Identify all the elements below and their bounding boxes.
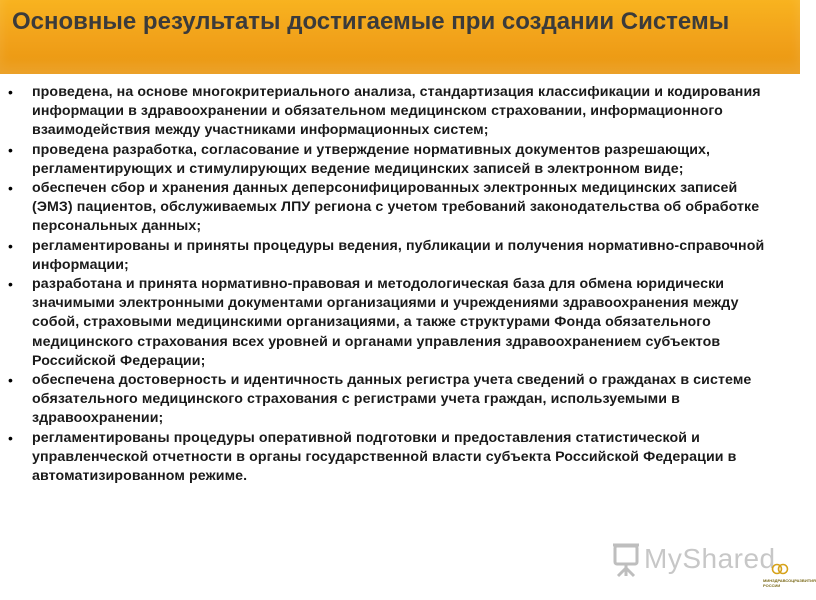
bullet-text: проведена разработка, согласование и утверждение нормативных документов разрешающих, регламентирующих и стимулирующих ведение медицинских записей в электронном виде; [32,141,711,177]
bullet-text: обеспечена достоверность и идентичность данных регистра учета сведений о гражданах в системе обязательного медицинского страхования с регистрами учета граждан, используемыми в здравоохранении; [32,372,752,427]
bullet-icon: • [8,84,13,100]
bullet-item [0,179,800,237]
bullet-item [0,429,800,487]
bullet-text: регламентированы и приняты процедуры ведения, публикации и получения нормативно-справочной информации; [32,237,765,273]
slide-title: Основные результаты достигаемые при создании Системы [12,8,730,35]
title-bar [0,0,800,76]
bullet-item [0,371,800,429]
presentation-board-icon [612,543,640,579]
bullet-icon: • [8,141,13,158]
bullet-text: обеспечен сбор и хранения данных деперсонифицированных электронных медицинских записей (ЭМЗ) пациентов, обслуживаемых ЛПУ региона с учетом требований законодательства об обработке персональных данных; [32,180,760,235]
bullet-item [0,237,800,275]
ministry-logo [763,562,816,598]
bullet-text: регламентированы процедуры оперативной подготовки и предоставления статистической и управленческой отчетности в органы государственной власти субъекта Российской Федерации в автоматизированном режиме. [32,429,737,485]
watermark-text: MyShared [644,543,776,574]
bullet-text: проведена, на основе многокритериального анализа, стандартизация классификации и кодирования информации в здравоохранении и обязательном медицинском страховании, информационного взаимодействия между участниками информационных систем; [32,84,761,139]
bullet-text: разработана и принята нормативно-правовая и методологическая база для обмена юридически значимыми электронными документами организациями и учреждениями здравоохранения между собой, страховыми медицинскими организациями, а также структурами Фонда обязательного медицинского страхования всех уровней и органами управления здравоохранением субъектов Российской Федерации; [32,276,739,369]
bullet-item [0,275,800,371]
bullet-icon: • [8,276,13,293]
bullet-item [0,141,800,179]
bullet-list [0,83,800,486]
ministry-logo-text: МИНЗДРАВСОЦРАЗВИТИЯ РОССИИ [763,578,816,588]
bullet-item [0,83,800,141]
slide-content [0,83,800,486]
bullet-icon: • [8,180,13,197]
ministry-emblem-icon [771,562,789,576]
myshared-watermark [612,539,776,583]
bullet-icon: • [8,429,13,446]
bullet-icon: • [8,237,13,254]
bullet-icon: • [8,372,13,389]
